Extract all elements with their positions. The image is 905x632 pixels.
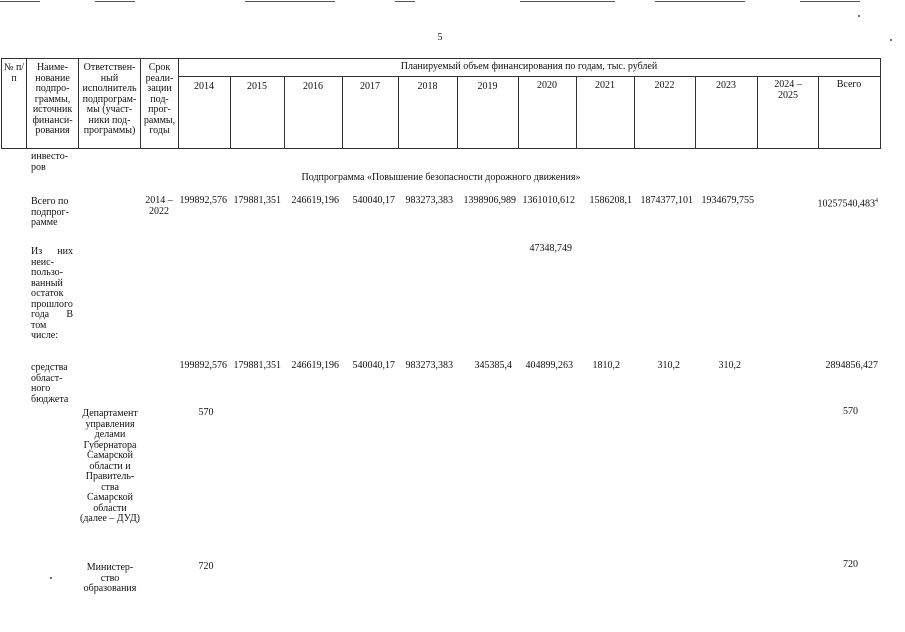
dud-2014: 570: [198, 407, 214, 418]
scan-mark: [95, 1, 135, 2]
year-2021: 2021: [595, 80, 615, 91]
total-sum-value: 10257540,483: [817, 198, 875, 210]
regional-2019: 345385,4: [474, 360, 512, 371]
regional-row-name: средства област-ного бюджета: [31, 362, 69, 405]
scan-dot: [858, 15, 860, 17]
year-2015: 2015: [247, 81, 267, 92]
header-executor: Ответствен-ный исполнитель подпрограм-мы (участ-ники под-программы): [82, 62, 137, 136]
total-2018: 983273,383: [405, 195, 453, 206]
regional-2015: 179881,351: [233, 360, 281, 371]
year-2017: 2017: [360, 81, 380, 92]
total-2016: 246619,196: [291, 195, 339, 206]
edu-2014: 720: [198, 561, 214, 572]
total-2023: 1934679,755: [701, 195, 754, 206]
scan-mark: [655, 1, 745, 2]
page-number: 5: [437, 32, 443, 43]
year-2016: 2016: [303, 81, 323, 92]
scan-mark: [800, 1, 860, 2]
header-name: Наиме-нование подпро-граммы, источник финанси-рования: [32, 62, 73, 136]
year-2018: 2018: [417, 81, 438, 92]
total-2019: 1398906,989: [463, 195, 516, 206]
total-2021: 1586208,1: [589, 195, 632, 206]
year-2024-2025: 2024 – 2025: [774, 79, 802, 101]
regional-sum: 2894856,427: [825, 360, 878, 371]
total-2020: 1361010,612: [522, 195, 575, 206]
carry-text: инвесто-ров: [31, 151, 69, 173]
dud-executor: Департамент управления делами Губернатора Самарской области и Правитель-ства Самарской области (далее – ДУД): [80, 408, 140, 524]
regional-2023: 310,2: [718, 360, 741, 371]
header-bottom-border: [1, 148, 880, 149]
scan-dot: [50, 577, 52, 579]
total-sum: [808, 196, 878, 210]
regional-2020: 404899,263: [525, 360, 573, 371]
year-2014: 2014: [194, 81, 214, 92]
year-2022: 2022: [654, 80, 675, 91]
unused-row-name: Из них неис-пользо-ванный остаток прошлого года В том числе:: [31, 246, 73, 341]
scan-mark: [520, 1, 615, 2]
header-planned: Планируемый объем финансирования по годам, тыс. рублей: [400, 61, 658, 72]
total-2014: 199892,576: [179, 195, 227, 206]
edu-sum: 720: [843, 559, 858, 570]
col-border: [880, 58, 881, 149]
year-2019: 2019: [477, 81, 498, 92]
header-num: № п/п: [3, 62, 25, 84]
scan-mark: [245, 1, 335, 2]
col-border: [757, 76, 758, 149]
year-2020: 2020: [537, 80, 557, 91]
regional-2021: 1810,2: [592, 360, 620, 371]
unused-2020: 47348,749: [529, 243, 572, 254]
total-2017: 540040,17: [352, 195, 395, 206]
total-sum-note: 4: [875, 198, 878, 204]
subprogram-title: Подпрограмма «Повышение безопасности дорожного движения»: [301, 172, 581, 183]
header-term: Срок реали-зации под-прог-раммы, годы: [143, 62, 176, 136]
table-top-border: [1, 58, 880, 59]
total-row-name: Всего по подпрог-рамме: [31, 196, 69, 228]
header-total: Всего: [836, 79, 862, 90]
edu-executor: Министер-ство образования: [83, 562, 137, 594]
regional-2022: 310,2: [657, 360, 680, 371]
regional-2016: 246619,196: [291, 360, 339, 371]
total-2015: 179881,351: [233, 195, 281, 206]
year-2023: 2023: [716, 80, 736, 91]
regional-2014: 199892,576: [179, 360, 227, 371]
total-2022: 1874377,101: [640, 195, 693, 206]
scan-mark: [0, 1, 40, 2]
dud-sum: 570: [843, 406, 858, 417]
total-row-term: 2014 – 2022: [145, 195, 173, 217]
regional-2017: 540040,17: [352, 360, 395, 371]
scan-mark: [395, 1, 415, 2]
scan-dot: [890, 39, 892, 41]
regional-2018: 983273,383: [405, 360, 453, 371]
